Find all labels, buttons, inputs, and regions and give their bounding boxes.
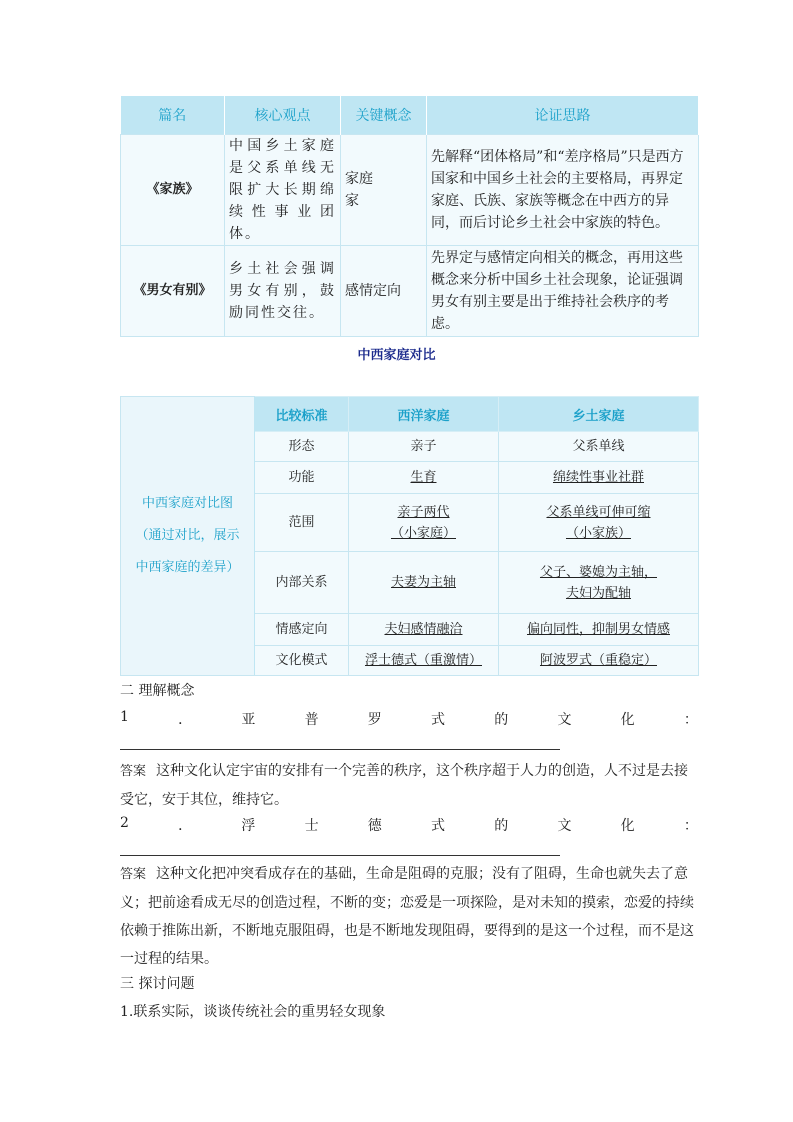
- criterion-cell: 文化模式: [255, 646, 349, 676]
- key-concept: 家庭 家: [341, 135, 427, 246]
- question-char: 德: [367, 818, 382, 834]
- question-char: ．: [178, 818, 193, 834]
- rural-cell: 绵续性事业社群: [499, 462, 699, 494]
- question-1: [120, 709, 698, 729]
- comparison-title: 中西家庭对比: [357, 348, 436, 363]
- western-cell: 亲子: [349, 432, 499, 462]
- answer-label: 答案: [120, 764, 147, 779]
- table-header-row: [121, 96, 699, 135]
- criterion-cell: 情感定向: [255, 614, 349, 646]
- question-char: ．: [178, 712, 193, 728]
- article-name: 《家族》: [121, 135, 225, 246]
- rural-cell: 阿波罗式（重稳定）: [499, 646, 699, 676]
- criterion-cell: 内部关系: [255, 552, 349, 614]
- reasoning: 先界定与感情定向相关的概念，再用这些概念来分析中国乡土社会现象，论证强调男女有别主要是出于维持社会秩序的考虑。: [427, 246, 699, 337]
- question-char: 文: [557, 712, 572, 728]
- question-char: 1: [120, 709, 129, 725]
- section-heading-discussion: 三 探讨问题: [120, 976, 195, 992]
- question-char: 文: [557, 818, 572, 834]
- question-char: 普: [304, 712, 319, 728]
- question-char: 化: [620, 712, 635, 728]
- criterion-cell: 功能: [255, 462, 349, 494]
- section-heading-concepts: 二 理解概念: [120, 683, 195, 699]
- question-char: 的: [494, 712, 509, 728]
- key-concept: 感情定向: [341, 246, 427, 337]
- header-rural-family: 乡土家庭: [499, 397, 699, 432]
- question-char: 的: [494, 818, 509, 834]
- rural-cell: 父系单线: [499, 432, 699, 462]
- header-reasoning: 论证思路: [427, 96, 699, 135]
- answer-line: [120, 855, 560, 856]
- criterion-cell: 形态: [255, 432, 349, 462]
- question-char: ：: [683, 818, 698, 834]
- answer-label: 答案: [120, 867, 147, 882]
- question-char: 亚: [241, 712, 256, 728]
- criterion-cell: 范围: [255, 494, 349, 552]
- western-cell: 亲子两代 （小家庭）: [349, 494, 499, 552]
- rural-cell: 父子、婆媳为主轴， 夫妇为配轴: [499, 552, 699, 614]
- header-criterion: 比较标准: [255, 397, 349, 432]
- core-view: 中国乡土家庭是父系单线无限扩大长期绵续性事业团体。: [225, 135, 341, 246]
- table-header-row: [121, 397, 699, 432]
- core-view: 乡土社会强调男女有别，鼓励同性交往。: [225, 246, 341, 337]
- discussion-question-1: 1.联系实际，谈谈传统社会的重男轻女现象: [120, 1004, 386, 1020]
- answer-line: [120, 749, 560, 750]
- header-core-view: 核心观点: [225, 96, 341, 135]
- western-cell: 夫妻为主轴: [349, 552, 499, 614]
- family-comparison-table: [120, 396, 699, 676]
- western-cell: 生育: [349, 462, 499, 494]
- answer-text: 这种文化认定宇宙的安排有一个完善的秩序，这个秩序超于人力的创造，人不过是去接受它，安于其位，维持它。: [120, 763, 689, 808]
- reasoning: 先解释“团体格局”和“差序格局”只是西方国家和中国乡土社会的主要格局，再界定家庭、氏族、家族等概念在中西方的异同，而后讨论乡土社会中家族的特色。: [427, 135, 699, 246]
- question-2: [120, 815, 698, 835]
- western-cell: 夫妇感情融洽: [349, 614, 499, 646]
- header-key-concept: 关键概念: [341, 96, 427, 135]
- question-char: 浮: [241, 818, 256, 834]
- table-row: [121, 246, 699, 337]
- question-char: 式: [431, 712, 446, 728]
- question-char: 士: [304, 818, 319, 834]
- answer-1: [120, 757, 700, 814]
- header-western-family: 西洋家庭: [349, 397, 499, 432]
- question-char: 化: [620, 818, 635, 834]
- table-row: [121, 135, 699, 246]
- question-char: ：: [683, 712, 698, 728]
- rural-cell: 偏向同性，抑制男女情感: [499, 614, 699, 646]
- question-char: 式: [431, 818, 446, 834]
- comparison-side-label: 中西家庭对比图 （通过对比，展示 中西家庭的差异）: [121, 397, 255, 676]
- question-char: 2: [120, 815, 129, 831]
- question-char: 罗: [367, 712, 382, 728]
- western-cell: 浮士德式（重激情）: [349, 646, 499, 676]
- answer-text: 这种文化把冲突看成存在的基础，生命是阻碍的克服；没有了阻碍，生命也就失去了意义；把前途看成无尽的创造过程，不断的变；恋爱是一项探险，是对未知的摸索，恋爱的持续依赖于推陈出新，不断地克服阻碍，也是不断地发现阻碍，要得到的是这一个过程，而不是这一过程的结果。: [120, 866, 694, 967]
- article-name: 《男女有别》: [121, 246, 225, 337]
- articles-table: [120, 96, 699, 337]
- rural-cell: 父系单线可伸可缩 （小家族）: [499, 494, 699, 552]
- header-title: 篇名: [121, 96, 225, 135]
- answer-2: [120, 860, 700, 973]
